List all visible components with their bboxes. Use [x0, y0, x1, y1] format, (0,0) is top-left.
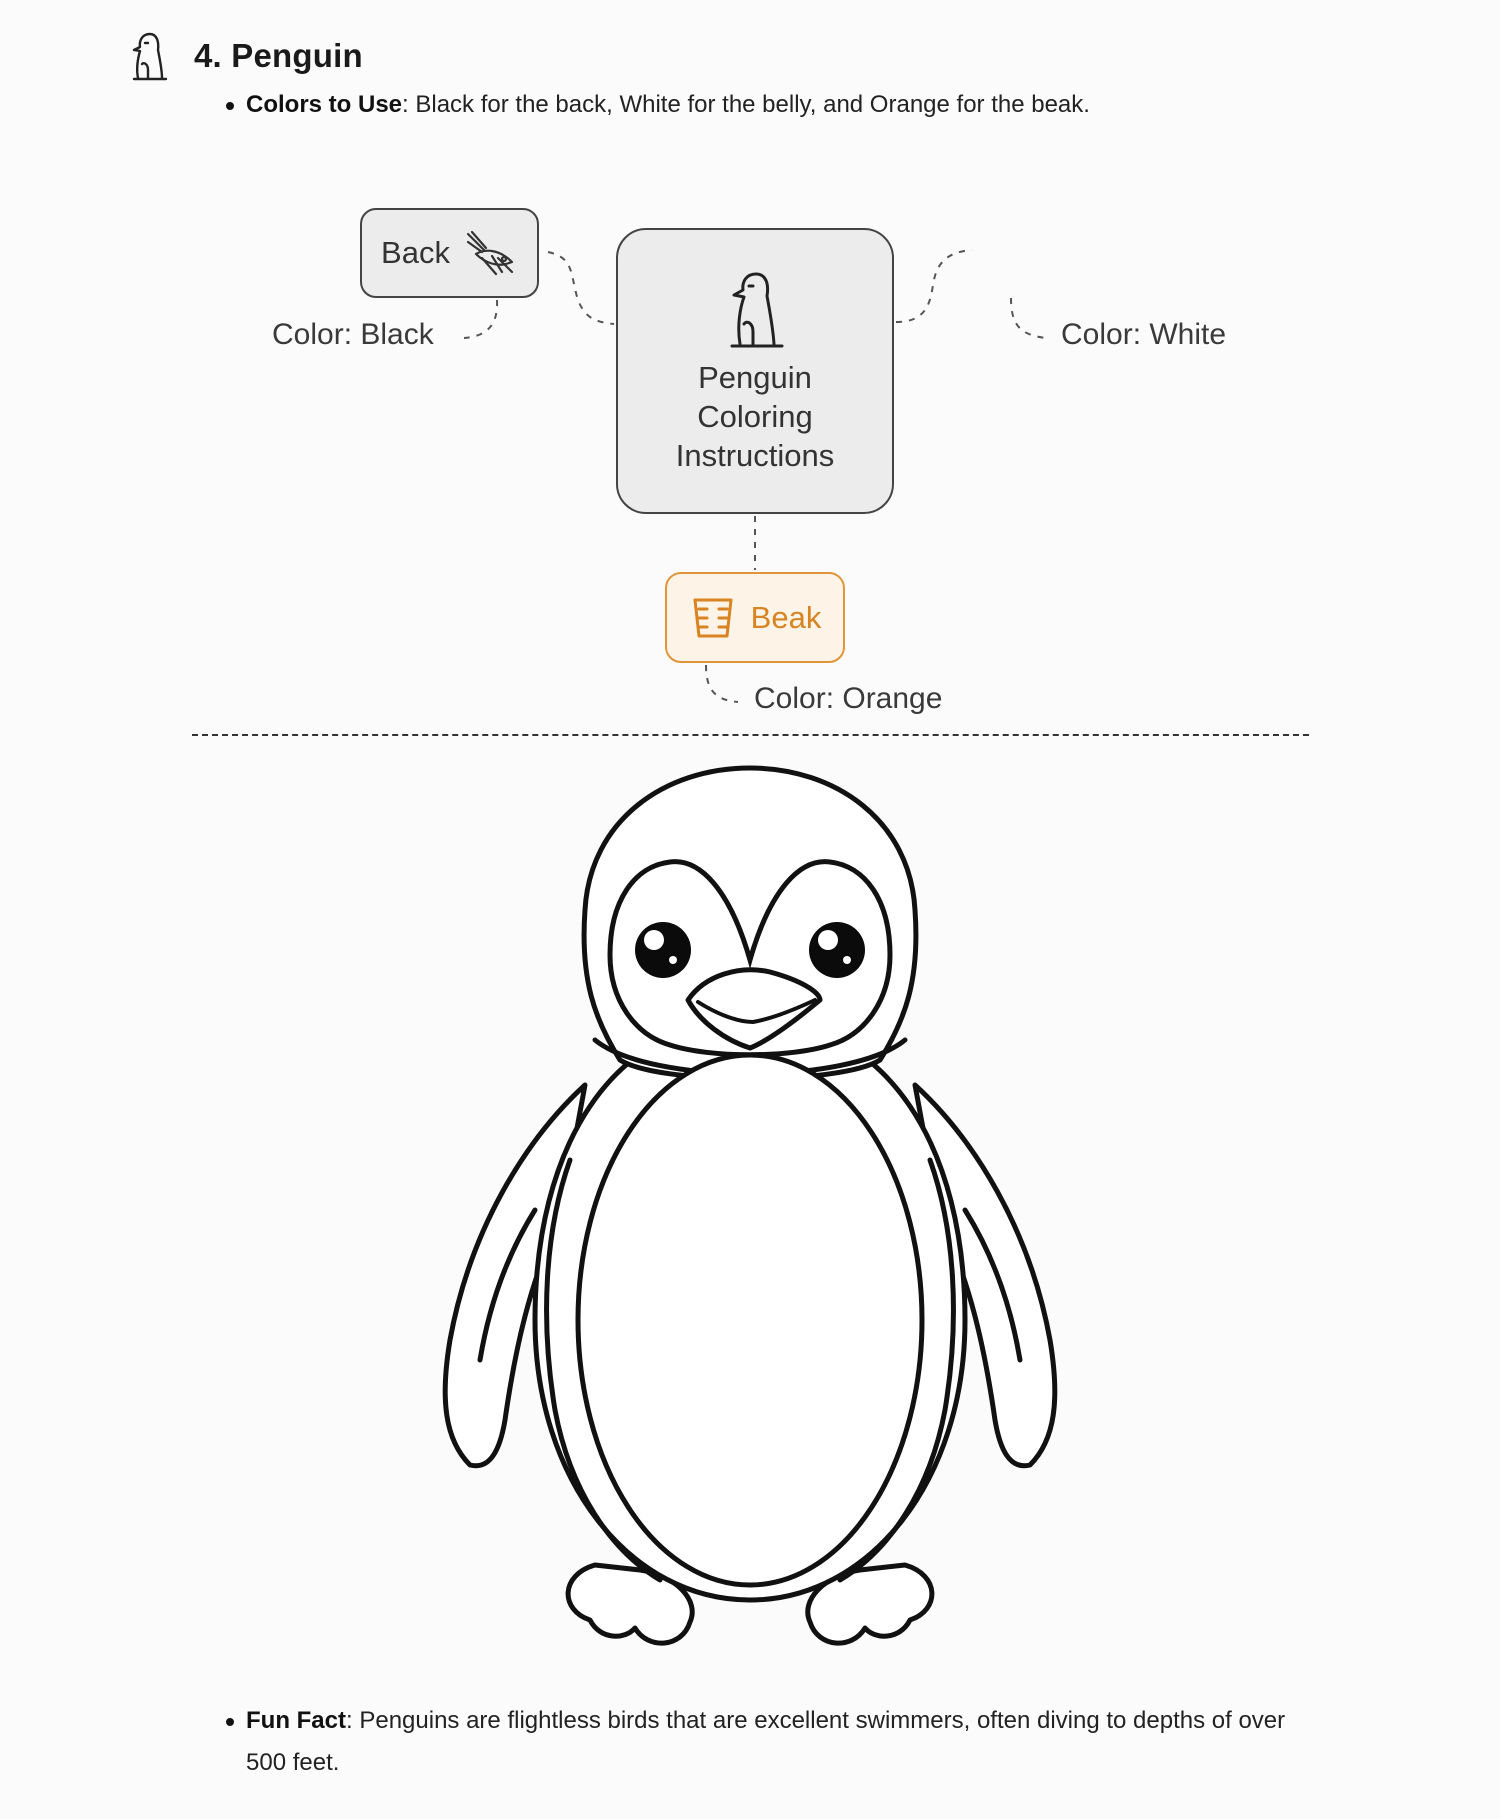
belly-color-caption: Color: White: [1061, 318, 1227, 351]
fun-fact-label: Fun Fact: [246, 1707, 346, 1734]
section-divider: [192, 734, 1309, 736]
fun-fact-bullet: [246, 1700, 1296, 1784]
connector-back-caption: [464, 300, 497, 338]
beak-node-label: Beak: [750, 599, 822, 635]
section-title: 4. Penguin: [194, 37, 363, 74]
penguin-coloring-outline: [420, 760, 1080, 1690]
right-eye: [809, 922, 865, 978]
connector-beak-caption: [706, 665, 738, 702]
beak-color-caption: Color: Orange: [754, 682, 943, 715]
beak-icon: [689, 594, 737, 642]
connector-white-caption: [1011, 298, 1046, 338]
fun-fact-text: : Penguins are flightless birds that are excellent swimmers, often diving to depths of over 500 feet.: [246, 1707, 1286, 1776]
center-title-line-2: Coloring: [697, 398, 813, 434]
colors-to-use-label: Colors to Use: [246, 91, 403, 118]
center-node-title: [655, 358, 855, 475]
connector-center-white: [896, 250, 972, 322]
back-node: [360, 208, 539, 298]
bird-sketch-icon: [462, 228, 518, 278]
beak-node: [665, 572, 845, 663]
belly: [578, 1055, 922, 1585]
left-eye: [635, 922, 691, 978]
center-title-line-1: Penguin: [698, 359, 812, 395]
coloring-diagram: [0, 0, 1500, 760]
back-node-label: Back: [381, 235, 450, 270]
penguin-icon: [720, 268, 790, 352]
center-title-line-3: Instructions: [675, 437, 835, 473]
center-node: [616, 228, 894, 514]
colors-to-use-text: : Black for the back, White for the belly, and Orange for the beak.: [402, 91, 1090, 118]
back-color-caption: Color: Black: [272, 318, 434, 351]
connector-back-center: [548, 252, 614, 324]
